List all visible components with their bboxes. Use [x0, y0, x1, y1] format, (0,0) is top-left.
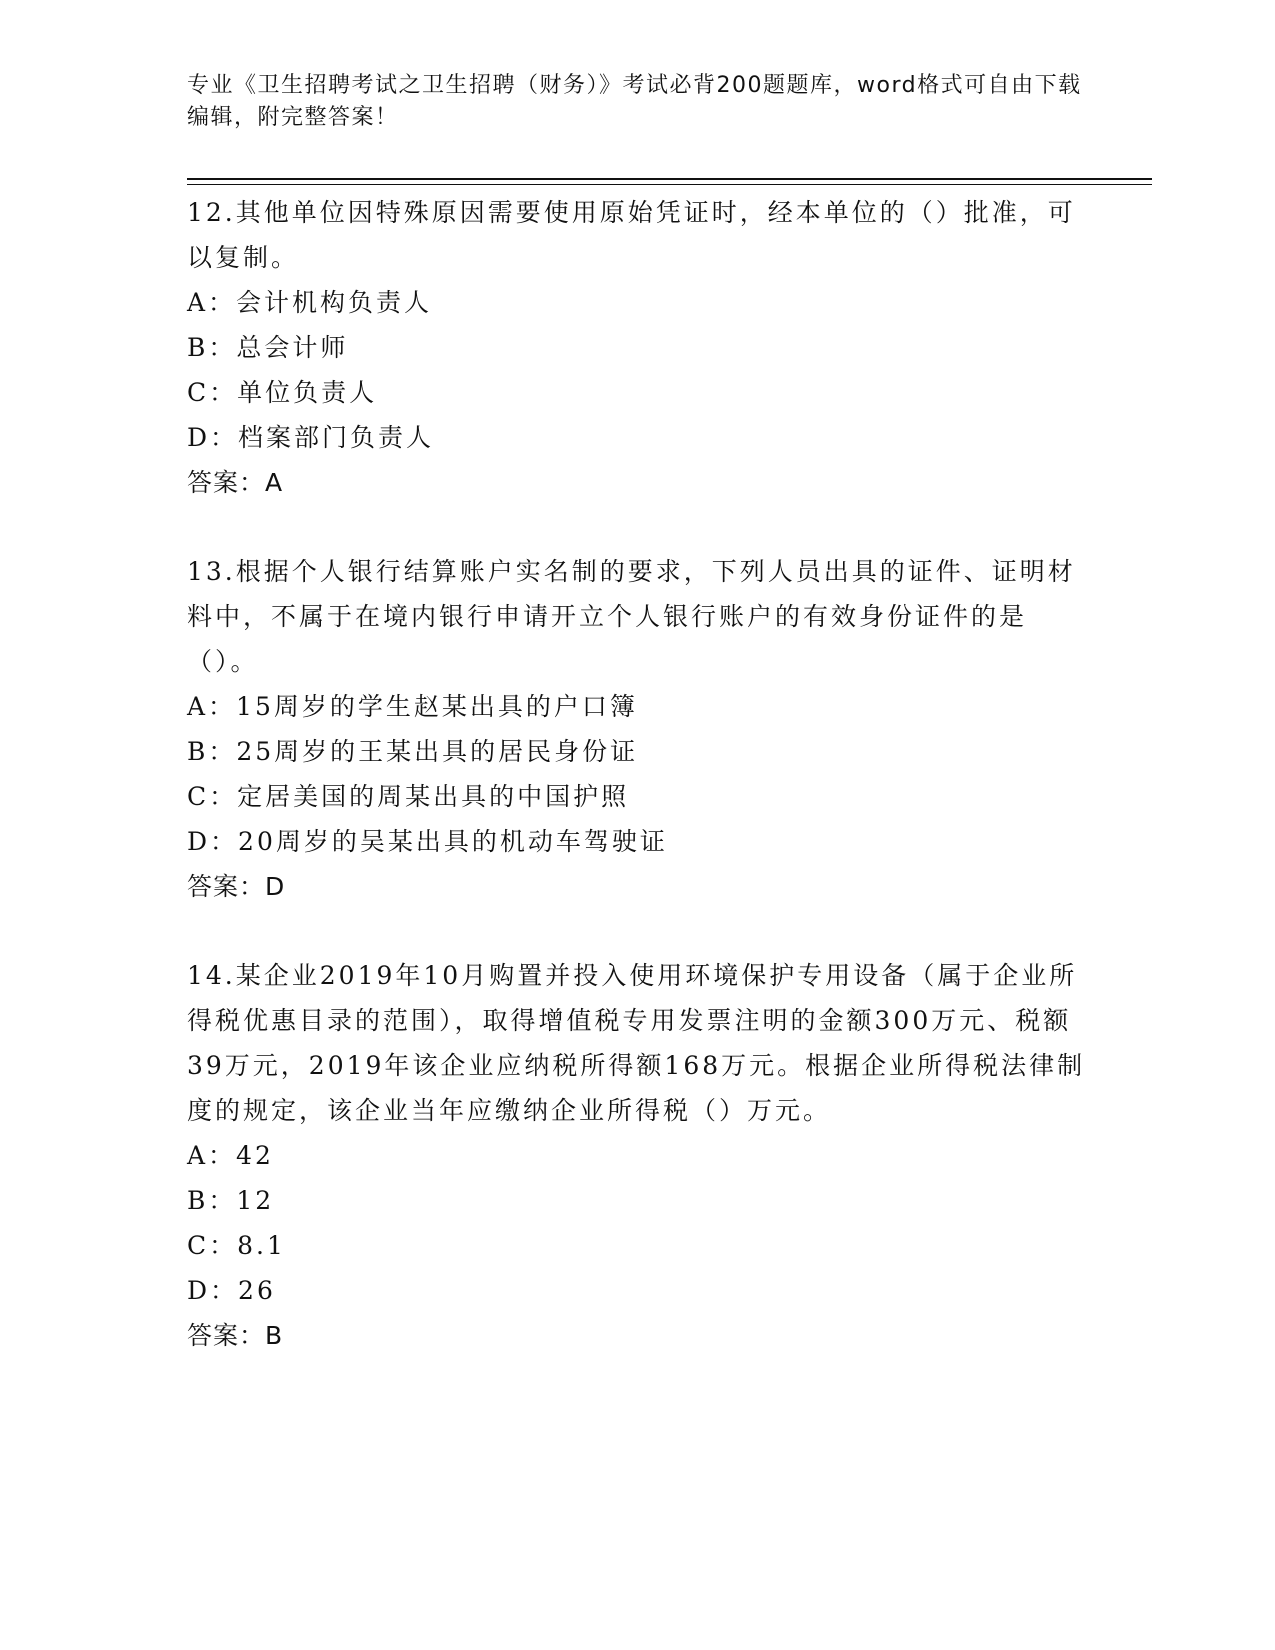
question-list: [187, 190, 1092, 1358]
question-14: [187, 953, 1092, 1358]
header-rule-thick: [187, 178, 1152, 180]
document-header: 专业《卫生招聘考试之卫生招聘（财务）》考试必背200题题库，word格式可自由下载编辑，附完整答案！: [187, 73, 1082, 130]
option-c: C：单位负责人: [187, 378, 378, 407]
option-a: A：会计机构负责人: [187, 288, 433, 317]
option-b: B：总会计师: [187, 333, 349, 362]
option-d: D：26: [187, 1276, 276, 1305]
question-13: [187, 549, 1092, 909]
question-stem: 12.其他单位因特殊原因需要使用原始凭证时，经本单位的（）批准，可以复制。: [187, 198, 1076, 272]
answer-line: 答案：D: [187, 872, 286, 901]
option-a: A：42: [187, 1141, 274, 1170]
option-c: C：定居美国的周某出具的中国护照: [187, 782, 630, 811]
header-rule-thin: [187, 184, 1152, 185]
option-c: C：8.1: [187, 1231, 286, 1260]
question-stem: 13.根据个人银行结算账户实名制的要求，下列人员出具的证件、证明材料中，不属于在境内银行申请开立个人银行账户的有效身份证件的是（）。: [187, 557, 1076, 676]
option-a: A：15周岁的学生赵某出具的户口簿: [187, 692, 638, 721]
question-stem: 14.某企业2019年10月购置并投入使用环境保护专用设备（属于企业所得税优惠目录的范围），取得增值税专用发票注明的金额300万元、税额39万元，2019年该企业应纳税所得额168万元。根据企业所得税法律制度的规定，该企业当年应缴纳企业所得税（）万元。: [187, 961, 1086, 1125]
answer-line: 答案：B: [187, 1321, 284, 1350]
option-d: D：20周岁的吴某出具的机动车驾驶证: [187, 827, 668, 856]
question-12: [187, 190, 1092, 505]
option-b: B：12: [187, 1186, 275, 1215]
option-b: B：25周岁的王某出具的居民身份证: [187, 737, 639, 766]
answer-line: 答案：A: [187, 468, 284, 497]
option-d: D：档案部门负责人: [187, 423, 435, 452]
